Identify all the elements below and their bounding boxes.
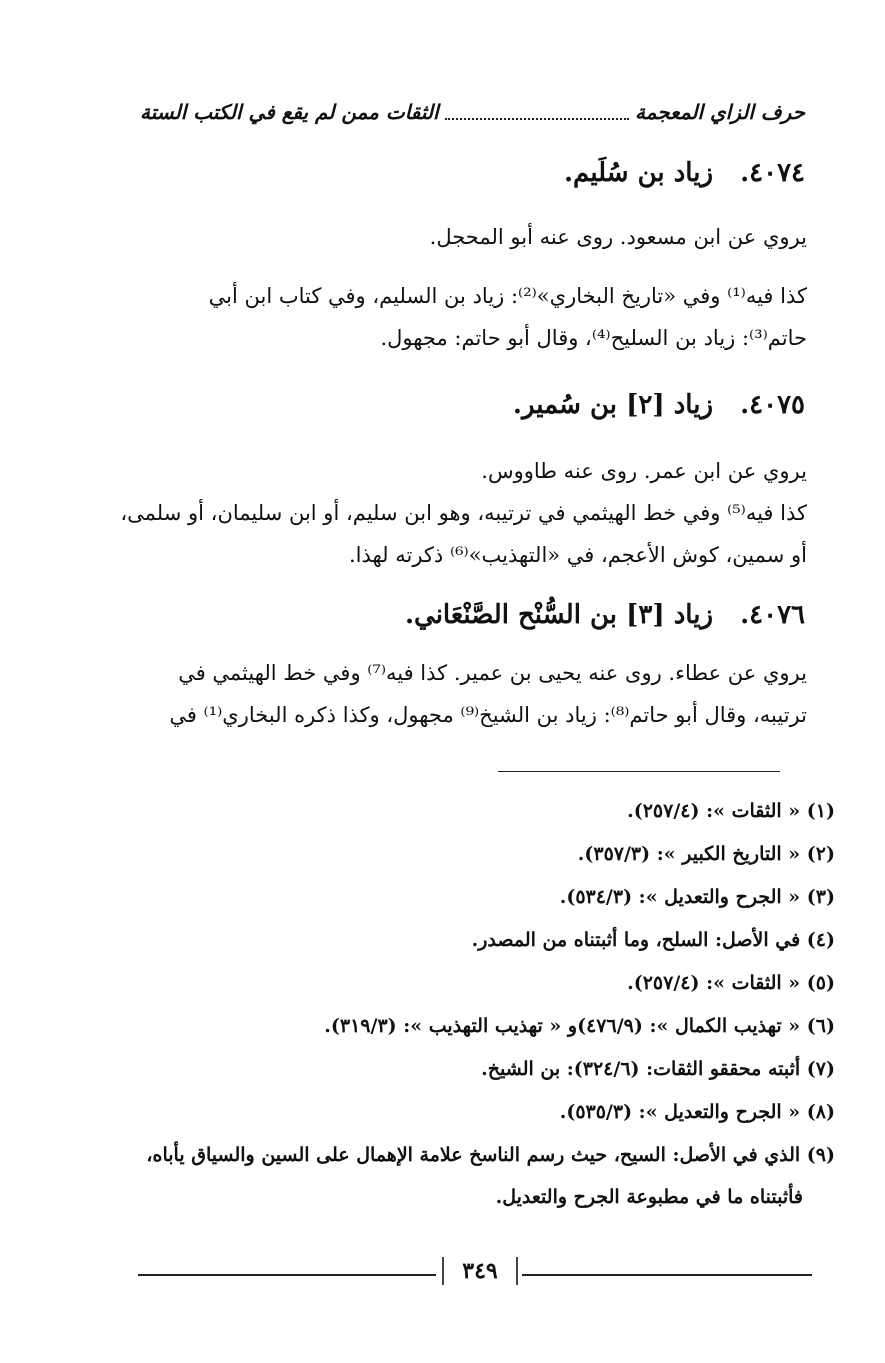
- footnote-9: (٩) الذي في الأصل: السيح، حيث رسم الناسخ علامة الإهمال على السين والسياق يأباه،: [146, 1144, 835, 1166]
- entry-title-4074: [564, 158, 805, 188]
- page-footer-rule-left: [138, 1274, 436, 1276]
- footnotes: [125, 790, 835, 1217]
- footnote-separator: [498, 771, 780, 772]
- entry-name: زياد [٣] بن السُّنْح الصَّنْعَاني.: [404, 600, 714, 630]
- text-line: أو سمين، كوش الأعجم، في «التهذيب»⁽⁶⁾ ذكرته لهذا.: [348, 543, 807, 567]
- text-line: كذا فيه⁽⁵⁾ وفي خط الهيثمي في ترتيبه، وهو ابن سليم، أو ابن سليمان، أو سلمى،: [120, 501, 807, 525]
- entry-4074-paragraph-1: [142, 216, 807, 258]
- entry-number: ٤٠٧٤.: [740, 158, 805, 188]
- header-dot-leader: [445, 104, 629, 120]
- entry-title-4076: [405, 600, 805, 630]
- footnote-4: (٤) في الأصل: السلح، وما أثبتناه من المصدر.: [471, 929, 835, 951]
- footnote-6: (٦) « تهذيب الكمال »: (٤٧٦/٩)و « تهذيب التهذيب »: (٣١٩/٣).: [324, 1015, 835, 1037]
- footnote-5: (٥) « الثقات »: (٢٥٧/٤).: [627, 972, 835, 994]
- running-header: [140, 92, 805, 132]
- entry-4075-paragraph-1: [120, 450, 807, 576]
- footnote-1: (١) « الثقات »: (٢٥٧/٤).: [627, 800, 835, 822]
- footnote-8: (٨) « الجرح والتعديل »: (٥٣٥/٣).: [559, 1101, 835, 1123]
- text-line: يروي عن ابن مسعود. روى عنه أبو المحجل.: [429, 225, 807, 249]
- footnote-3: (٣) « الجرح والتعديل »: (٥٣٤/٣).: [559, 886, 835, 908]
- text-line: كذا فيه⁽¹⁾ وفي «تاريخ البخاري»⁽²⁾: زياد بن السليم، وفي كتاب ابن أبي: [208, 284, 807, 308]
- entry-4074-paragraph-2: [142, 275, 807, 359]
- footnote-7: (٧) أثبته محققو الثقات: (٣٢٤/٦): بن الشيخ.: [481, 1058, 835, 1080]
- footnote-2: (٢) « التاريخ الكبير »: (٣٥٧/٣).: [577, 843, 835, 865]
- text-line: يروي عن ابن عمر. روى عنه طاووس.: [481, 459, 807, 483]
- text-line: ترتيبه، وقال أبو حاتم⁽⁸⁾: زياد بن الشيخ⁽⁹⁾ مجهول، وكذا ذكره البخاري⁽¹⁾ في: [169, 703, 807, 727]
- text-line: يروي عن عطاء. روى عنه يحيى بن عمير. كذا فيه⁽⁷⁾ وفي خط الهيثمي في: [178, 661, 807, 685]
- entry-name: زياد [٢] بن سُمير.: [512, 390, 714, 420]
- page-number: ٣٤٩: [440, 1254, 520, 1288]
- entry-name: زياد بن سُلَيم.: [563, 158, 714, 188]
- header-book-title: الثقات ممن لم يقع في الكتب الستة: [140, 100, 439, 124]
- entry-number: ٤٠٧٦.: [740, 600, 805, 630]
- text-line: حاتم⁽³⁾: زياد بن السليح⁽⁴⁾، وقال أبو حاتم: مجهول.: [380, 326, 807, 350]
- entry-number: ٤٠٧٥.: [740, 390, 805, 420]
- entry-title-4075: [513, 390, 805, 420]
- page-footer-rule-right: [522, 1274, 812, 1276]
- footnote-9-continuation: فأثبتناه ما في مطبوعة الجرح والتعديل.: [495, 1186, 803, 1208]
- header-chapter-title: حرف الزاي المعجمة: [634, 100, 805, 124]
- entry-4076-paragraph-1: [142, 652, 807, 736]
